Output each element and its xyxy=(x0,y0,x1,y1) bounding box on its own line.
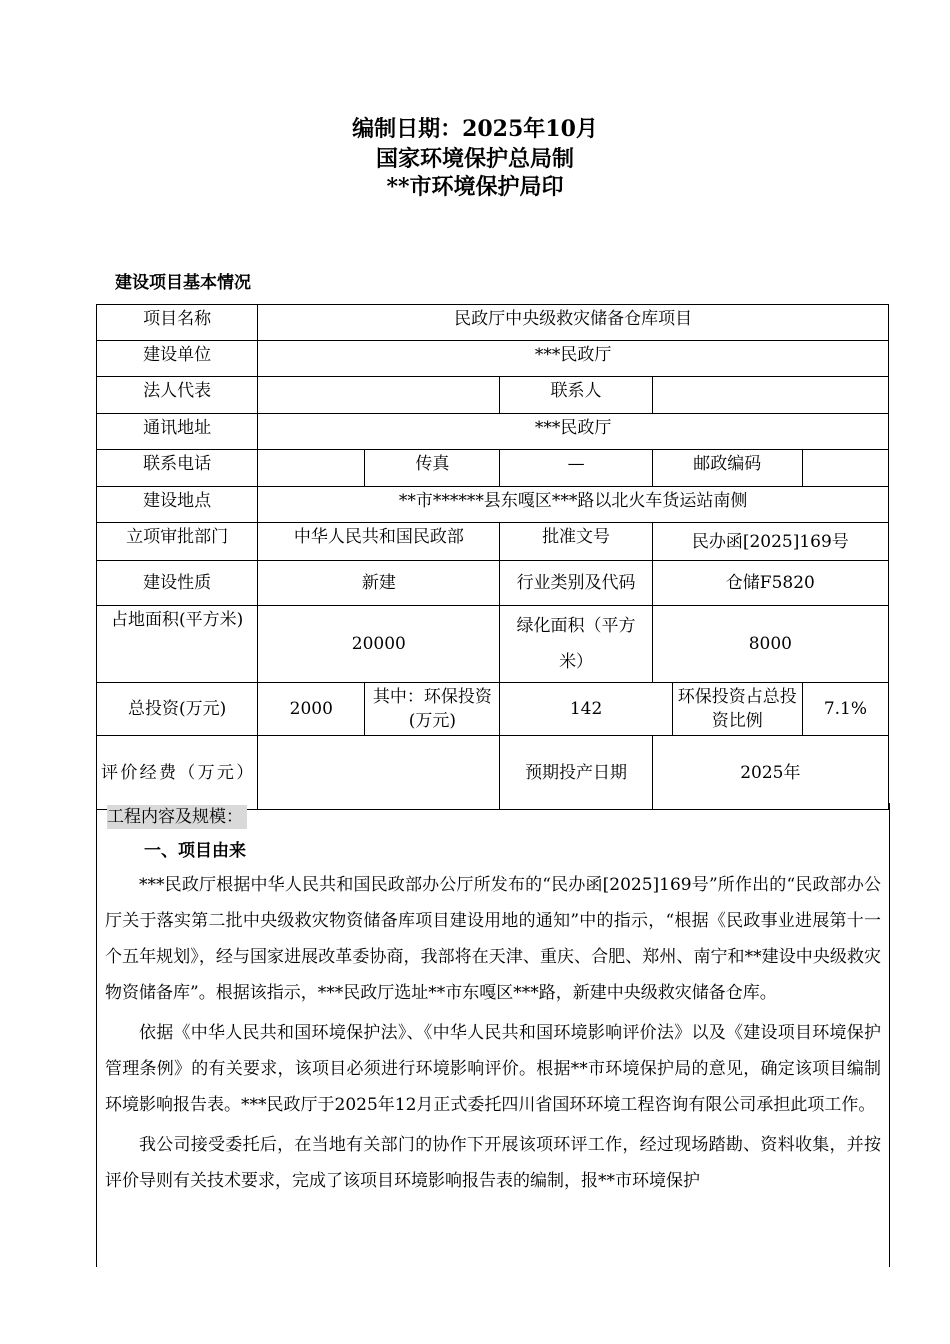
heading-project-origin: 一、项目由来 xyxy=(144,841,246,861)
location-label: 建设地点 xyxy=(97,487,258,523)
approval-no-label: 批准文号 xyxy=(500,523,652,561)
issuer-line: 国家环境保护总局制 xyxy=(375,146,574,172)
invest-value: 2000 xyxy=(258,683,365,736)
legal-rep-value xyxy=(258,377,500,414)
area-label: 占地面积(平方米) xyxy=(97,606,258,683)
unit-label: 建设单位 xyxy=(97,341,258,377)
approval-no-value: 民办函[2025]169号 xyxy=(652,523,888,561)
industry-value: 仓储F5820 xyxy=(652,561,888,606)
postcode-label: 邮政编码 xyxy=(652,450,802,487)
section-title: 建设项目基本情况 xyxy=(115,273,251,293)
unit-value: ***民政厅 xyxy=(258,341,889,377)
green-value: 8000 xyxy=(652,606,888,683)
contact-label: 联系人 xyxy=(500,377,652,414)
area-value: 20000 xyxy=(258,606,500,683)
approval-dept-label: 立项审批部门 xyxy=(97,523,258,561)
paragraph-2: 依据《中华人民共和国环境保护法》、《中华人民共和国环境影响评价法》以及《建设项目环境保护管理条例》的有关要求，该项目必须进行环境影响评价。根据**市环境保护局的意见，确定该项目编制环境影响报告表。***民政厅于2025年12月正式委托四川省国环环境工程咨询有限公司承担此项工作。 xyxy=(105,1023,881,1115)
contact-value xyxy=(652,377,888,414)
date-label: 预期投产日期 xyxy=(500,736,652,810)
date-value: 2025年 xyxy=(652,736,888,810)
address-value: ***民政厅 xyxy=(258,414,889,450)
paragraph-3: 我公司接受委托后，在当地有关部门的协作下开展该项环评工作，经过现场踏勘、资料收集，并按评价导则有关技术要求，完成了该项目环境影响报告表的编制，报**市环境保护 xyxy=(105,1135,881,1191)
green-label: 绿化面积（平方米） xyxy=(500,606,652,683)
fee-value xyxy=(258,736,500,810)
nature-value: 新建 xyxy=(258,561,500,606)
printer-line: **市环境保护局印 xyxy=(386,174,564,200)
project-name-value: 民政厅中央级救灾储备仓库项目 xyxy=(258,305,889,341)
project-info-table xyxy=(96,304,889,810)
compile-date: 编制日期：2025年10月 xyxy=(352,116,598,142)
env-invest-label: 其中：环保投资(万元) xyxy=(365,683,500,736)
legal-rep-label: 法人代表 xyxy=(97,377,258,414)
phone-label: 联系电话 xyxy=(97,450,258,487)
fee-label: 评价经费（万元） xyxy=(97,736,258,810)
postcode-value xyxy=(802,450,888,487)
invest-label: 总投资(万元) xyxy=(97,683,258,736)
paragraph-1: ***民政厅根据中华人民共和国民政部办公厅所发布的“民办函[2025]169号”所作出的“民政部办公厅关于落实第二批中央级救灾物资储备库项目建设用地的通知”中的指示，“根据《民政事业进展第十一个五年规划》，经与国家进展改革委协商，我部将在天津、重庆、合肥、郑州、南宁和**建设中央级救灾物资储备库”。根据该指示，***民政厅选址**市东嘎区***路，新建中央级救灾储备仓库。 xyxy=(105,875,881,1003)
nature-label: 建设性质 xyxy=(97,561,258,606)
industry-label: 行业类别及代码 xyxy=(500,561,652,606)
ratio-value: 7.1% xyxy=(802,683,888,736)
phone-value xyxy=(258,450,365,487)
content-subtitle: 工程内容及规模： xyxy=(107,805,247,829)
env-invest-value: 142 xyxy=(500,683,672,736)
project-name-label: 项目名称 xyxy=(97,305,258,341)
fax-label: 传真 xyxy=(365,450,500,487)
location-value: **市******县东嘎区***路以北火车货运站南侧 xyxy=(258,487,889,523)
fax-value: — xyxy=(500,450,652,487)
approval-dept-value: 中华人民共和国民政部 xyxy=(258,523,500,561)
ratio-label: 环保投资占总投资比例 xyxy=(672,683,802,736)
project-content-section xyxy=(96,803,890,1267)
address-label: 通讯地址 xyxy=(97,414,258,450)
